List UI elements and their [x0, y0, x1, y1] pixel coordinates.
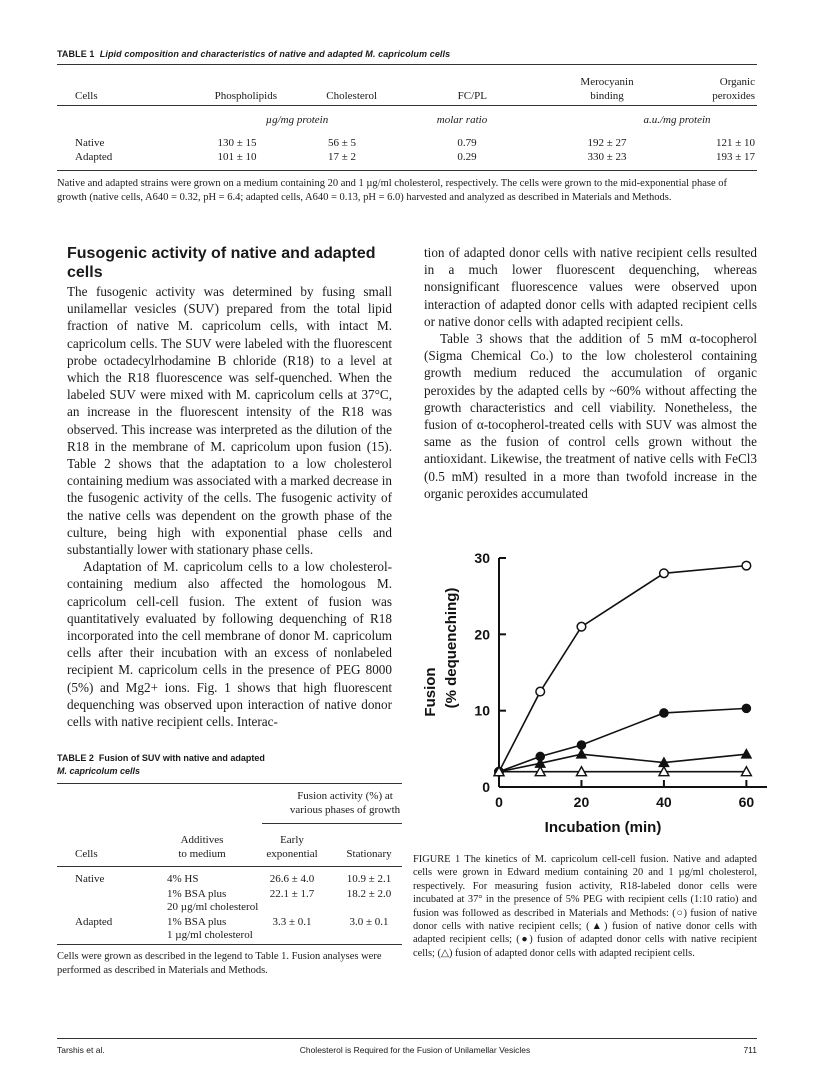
t2-header-early-1: Early	[280, 834, 304, 846]
data-point-filled-circle	[660, 709, 669, 718]
table1-header-rule	[57, 105, 757, 106]
t1-r2-cells: Adapted	[75, 151, 113, 163]
footer-author: Tarshis et al.	[57, 1045, 105, 1055]
t2-r2-additive-1: 1% BSA plus	[167, 888, 227, 900]
y-axis-label-line1: Fusion	[422, 667, 439, 717]
data-point-open-circle	[660, 569, 669, 578]
t1-header-phospholipids: Phospholipids	[214, 90, 277, 102]
t2-header-span-1: Fusion activity (%) at	[297, 790, 393, 802]
y-tick-label: 10	[474, 702, 490, 719]
t1-r2-peroxides: 193 ± 17	[715, 151, 755, 163]
table1-footnote: Native and adapted strains were grown on a medium containing 20 and 1 µg/ml cholesterol, respectively. The cells were grown to the mid-exponential phase of growth (native cells, A640 = 0.32, pH = 6.4; adapted cells, A640 = 0.13, pH = 6.0) harvested and analyzed as described in Materials and Methods.	[57, 178, 727, 203]
t1-unit-au: a.u./mg protein	[643, 114, 711, 126]
t1-r2-merocyanin: 330 ± 23	[587, 151, 627, 163]
data-point-open-circle	[577, 622, 586, 631]
series-line-filled-circle	[499, 708, 746, 771]
t2-header-early-2: exponential	[266, 848, 318, 860]
t1-unit-mg: µg/mg protein	[265, 114, 329, 126]
t2-r1-stationary: 10.9 ± 2.1	[346, 873, 392, 885]
data-point-filled-triangle	[741, 749, 751, 758]
x-tick-label: 60	[738, 794, 755, 810]
t2-r3-early: 3.3 ± 0.1	[272, 916, 312, 928]
t1-unit-molar: molar ratio	[436, 114, 488, 126]
t1-r1-cells: Native	[75, 137, 105, 149]
left-paragraph-1: The fusogenic activity was determined by fusing small unilamellar vesicles (SUV) prepared from the total lipid fraction of native M. capricolum cells, with intact M. capricolum cells. The SUV were labeled with the fluorescent probe octadecylrhodamine B chloride (R18) to a level at which the R18 fluorescence was self-quenched. When the labeled SUV were mixed with M. capricolum cells at 37°C, an increase in the fluorescent intensity of the R18 was observed. This increase was interpreted as the dilution of the R18 in the membrane of M. capricolum upon fusion (15). Table 2 shows that the adaptation to a low cholesterol containing medium was associated with a marked decrease in the fusogenic activity of the cells. The fusogenic activity of the native cells was dependent on the growth phase of the culture, being high with exponential phase cells and substantially lower with stationary phase cells.	[67, 284, 392, 558]
footer-title: Cholesterol is Required for the Fusion of Unilamellar Vesicles	[299, 1045, 531, 1055]
y-tick-label: 20	[474, 626, 490, 643]
t2-r2-early: 22.1 ± 1.7	[269, 888, 315, 900]
table1-label: TABLE 1	[57, 49, 95, 59]
y-tick-label: 30	[474, 550, 490, 566]
table2-header-rule	[57, 866, 402, 867]
t2-header-additives-2: to medium	[178, 848, 226, 860]
t1-header-peroxides-1: Organic	[719, 76, 755, 88]
t1-header-merocyanin-2: binding	[590, 90, 624, 102]
t2-header-span-2: various phases of growth	[289, 804, 401, 816]
t2-header-cells: Cells	[75, 848, 98, 860]
t1-header-cholesterol: Cholesterol	[326, 90, 377, 102]
table1-bottom-rule	[57, 170, 757, 171]
y-axis-label-line2: (% dequenching)	[443, 587, 460, 709]
t1-r1-cholesterol: 56 ± 5	[327, 137, 357, 149]
t1-r2-phospholipids: 101 ± 10	[217, 151, 257, 163]
t1-r1-phospholipids: 130 ± 15	[217, 137, 257, 149]
x-axis-label: Incubation (min)	[544, 819, 662, 836]
right-paragraph-2: Table 3 shows that the addition of 5 mM α-tocopherol (Sigma Chemical Co.) to the low cholesterol containing growth medium reduced the accumulation of organic peroxides by the adapted cells by ~60% without affecting the growth characteristics and cell viability. Nonetheless, the fusion of α-tocopherol-treated cells with SUV was almost the same as the fusion of control cells grown without the antioxidant. Likewise, the treatment of native cells with FeCl3 (0.5 mM) resulted in a more than twofold increase in the organic peroxides accumulated	[424, 331, 757, 501]
right-paragraph-1: tion of adapted donor cells with native recipient cells resulted in a much lower fluorescent dequenching, whereas nonsignificant fluorescence values were observed upon interaction of adapted donor cells with adapted recipient cells or native donor cells with adapted recipient cells.	[424, 245, 757, 329]
data-point-open-circle	[536, 687, 545, 696]
t2-r3-additive-1: 1% BSA plus	[167, 916, 227, 928]
x-tick-label: 20	[573, 794, 590, 810]
t1-r1-merocyanin: 192 ± 27	[587, 137, 627, 149]
y-tick-label: 0	[482, 779, 490, 795]
figure1-caption: FIGURE 1 The kinetics of M. capricolum cell-cell fusion. Native and adapted cells were grown in Edward medium containing 20 and 1 µg/ml cholesterol, respectively. For measuring fusion activity, R18-labeled donor cells were incubated at 37° in the presence of 5% PEG with recipient cells (1:10 ratio) and fusion was followed as described in Materials and Methods: (○) fusion of native donor cells with native recipient cells; (▲) fusion of native donor cells with adapted recipient cells; (●) fusion of adapted donor cells with native recipient cells; (△) fusion of adapted donor cells with adapted recipient cells.	[413, 854, 757, 959]
t2-header-additives-1: Additives	[180, 834, 224, 846]
t1-r1-peroxides: 121 ± 10	[715, 137, 755, 149]
footer-page-number: 711	[743, 1045, 757, 1055]
footer-rule	[57, 1038, 757, 1039]
t2-r1-cells: Native	[75, 873, 105, 885]
table2-footnote: Cells were grown as described in the legend to Table 1. Fusion analyses were performed as described in Materials and Methods.	[57, 951, 382, 976]
t2-r3-stationary: 3.0 ± 0.1	[349, 916, 389, 928]
series-line-open-circle	[499, 566, 746, 772]
table2-title-1: Fusion of SUV with native and adapted	[98, 753, 265, 763]
data-point-open-circle	[742, 561, 751, 570]
data-point-filled-circle	[742, 704, 751, 713]
t2-r3-additive-2: 1 µg/ml cholesterol	[167, 929, 253, 941]
t1-header-merocyanin-1: Merocyanin	[580, 76, 634, 88]
t2-span-rule	[262, 823, 402, 824]
figure1-chart	[410, 540, 770, 840]
t2-r2-stationary: 18.2 ± 2.0	[346, 888, 392, 900]
table1-caption	[57, 49, 450, 59]
t1-r2-cholesterol: 17 ± 2	[327, 151, 357, 163]
table2-caption	[57, 752, 265, 778]
table2-title-2: M. capricolum cells	[57, 766, 141, 776]
table1-title: Lipid composition and characteristics of native and adapted M. capricolum cells	[99, 49, 451, 59]
left-column-text	[67, 283, 392, 730]
t2-r1-early: 26.6 ± 4.0	[269, 873, 315, 885]
x-tick-label: 0	[495, 794, 503, 810]
table2-top-rule	[57, 783, 402, 784]
table2-label: TABLE 2	[57, 753, 94, 763]
t2-r2-additive-2: 20 µg/ml cholesterol	[167, 901, 259, 913]
right-column-text	[424, 244, 757, 502]
t2-r3-cells: Adapted	[75, 916, 113, 928]
left-paragraph-2: Adaptation of M. capricolum cells to a low cholesterol-containing medium also affected the homologous M. capricolum cell-cell fusion. The extent of fusion was quantitatively evaluated by following dequenching of R18 incorporated into the cell membrane of donor M. capricolum cells after their incubation with an excess of nonlabeled recipient M. capricolum cells in the presence of PEG 8000 (5%) and Mg2+ ions. Fig. 1 shows that high fluorescent dequenching was observed upon interaction of native donor cells with native recipient cells. Interac-	[67, 559, 392, 730]
table2-bottom-rule	[57, 944, 402, 945]
t1-header-peroxides-2: peroxides	[712, 90, 755, 102]
data-point-filled-circle	[577, 741, 586, 750]
x-tick-label: 40	[656, 794, 672, 810]
t2-header-stationary: Stationary	[346, 848, 392, 860]
table1-top-rule	[57, 64, 757, 65]
data-point-filled-triangle	[576, 749, 586, 758]
t1-r1-fcpl: 0.79	[457, 137, 477, 149]
t1-header-cells: Cells	[75, 90, 98, 102]
t1-header-fcpl: FC/PL	[457, 90, 487, 102]
t2-r1-additive: 4% HS	[167, 873, 199, 885]
t1-r2-fcpl: 0.29	[457, 151, 477, 163]
chart-series	[494, 561, 751, 776]
section-heading: Fusogenic activity of native and adapted cells	[67, 245, 376, 281]
